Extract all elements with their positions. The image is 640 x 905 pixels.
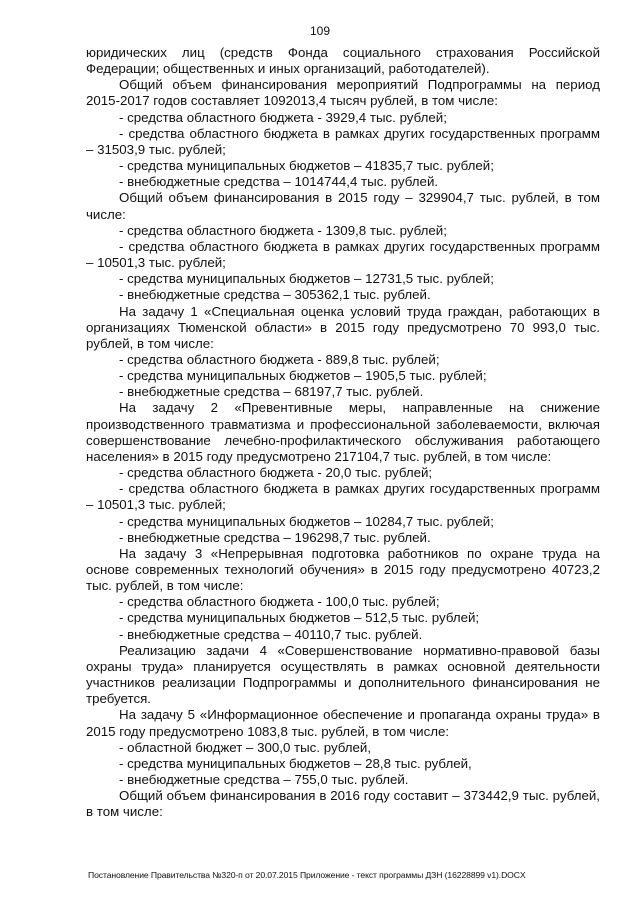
list-item: - средства муниципальных бюджетов – 512,5 тыс. рублей;	[119, 610, 480, 626]
paragraph: На задачу 1 «Специальная оценка условий труда граждан, работающих в организациях Тюменской области» в 2015 году предусмотрено 70 993,0 тыс. рублей, в том числе:	[86, 303, 600, 351]
paragraph: Общий объем финансирования мероприятий Подпрограммы на период 2015-2017 годов составляет 1092013,4 тысяч рублей, в том числе:	[86, 77, 600, 109]
document-footer: Постановление Правительства №320-п от 20.07.2015 Приложение - текст программы ДЗН (16228899 v1).DOCX	[88, 870, 526, 880]
list-item: - средства муниципальных бюджетов – 10284,7 тыс. рублей;	[119, 513, 494, 529]
list-item: - внебюджетные средства – 1014744,4 тыс. рублей.	[119, 174, 439, 190]
list-item: - средства областного бюджета в рамках других государственных программ – 10501,3 тыс. рублей;	[86, 481, 600, 513]
page-number: 109	[309, 24, 331, 38]
list-item: - внебюджетные средства – 68197,7 тыс. рублей.	[119, 384, 424, 400]
paragraph: Общий объем финансирования в 2015 году – 329904,7 тыс. рублей, в том числе:	[86, 190, 600, 222]
paragraph: На задачу 5 «Информационное обеспечение и пропаганда охраны труда» в 2015 году предусмотрено 1083,8 тыс. рублей, в том числе:	[86, 707, 600, 739]
list-item: - средства муниципальных бюджетов – 1905,5 тыс. рублей;	[119, 368, 487, 384]
paragraph: Общий объем финансирования в 2016 году составит – 373442,9 тыс. рублей, в том числе:	[86, 788, 600, 820]
list-item: - внебюджетные средства – 305362,1 тыс. рублей.	[119, 287, 431, 303]
list-item: - средства муниципальных бюджетов – 41835,7 тыс. рублей;	[119, 158, 494, 174]
list-item: - средства областного бюджета - 100,0 тыс. рублей;	[119, 594, 440, 610]
list-item: - внебюджетные средства – 196298,7 тыс. рублей.	[119, 529, 431, 545]
list-item: - внебюджетные средства – 755,0 тыс. рублей.	[119, 772, 409, 788]
paragraph: На задачу 3 «Непрерывная подготовка работников по охране труда на основе современных технологий обучения» в 2015 году предусмотрено 40723,2 тыс. рублей, в том числе:	[86, 545, 600, 594]
list-item: - средства областного бюджета в рамках других государственных программ – 31503,9 тыс. рублей;	[86, 125, 600, 157]
list-item: - средства областного бюджета - 20,0 тыс. рублей;	[119, 465, 433, 481]
list-item: - средства областного бюджета - 1309,8 тыс. рублей;	[119, 222, 447, 238]
list-item: - средства муниципальных бюджетов – 28,8 тыс. рублей,	[119, 755, 472, 771]
paragraph: юридических лиц (средств Фонда социального страхования Российской Федерации; общественных и иных организаций, работодателей).	[86, 45, 600, 77]
list-item: - средства областного бюджета в рамках других государственных программ – 10501,3 тыс. рублей;	[86, 238, 600, 271]
paragraph: На задачу 2 «Превентивные меры, направленные на снижение производственного травматизма и профессиональной заболеваемости, включая совершенствование лечебно-профилактического обслуживания работающего населения» в 2015 году предусмотрено 217104,7 тыс. рублей, в том числе:	[86, 400, 600, 464]
paragraph: Реализацию задачи 4 «Совершенствование нормативно-правовой базы охраны труда» планируется осуществлять в рамках основной деятельности участников реализации Подпрограммы и дополнительного финансирования не требуется.	[86, 642, 600, 707]
list-item: - средства областного бюджета - 3929,4 тыс. рублей;	[119, 109, 447, 125]
list-item: - средства муниципальных бюджетов – 12731,5 тыс. рублей;	[119, 271, 494, 287]
list-item: - внебюджетные средства – 40110,7 тыс. рублей.	[119, 626, 423, 642]
list-item: - областной бюджет – 300,0 тыс. рублей,	[119, 739, 372, 755]
document-body	[86, 45, 600, 821]
list-item: - средства областного бюджета - 889,8 тыс. рублей;	[119, 351, 440, 367]
